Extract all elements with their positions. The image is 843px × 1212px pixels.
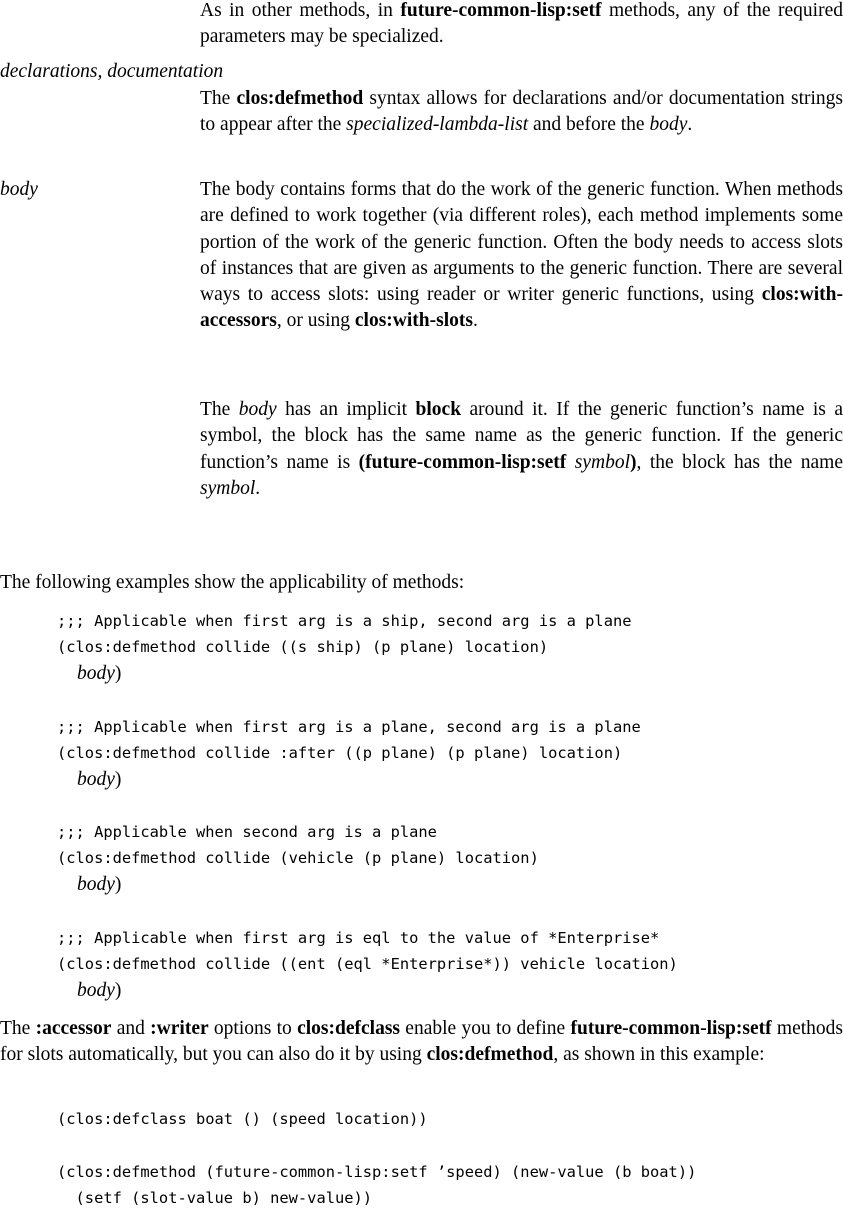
setf-keyword: (future-common-lisp:setf (358, 451, 567, 473)
defmethod-keyword: clos:defmethod (236, 88, 364, 109)
defmethod-keyword: clos:defmethod (426, 1044, 554, 1066)
text: . (687, 114, 693, 136)
text: methods, any of the required parameters may be specialized. (200, 0, 843, 48)
close-paren: ) (114, 662, 122, 684)
code-comment: ;;; Applicable when first arg is eql to the value of *Enterprise* (57, 929, 660, 947)
body-term-label: body (0, 179, 38, 200)
text: and before the (528, 114, 650, 136)
text: enable you to define (400, 1018, 571, 1039)
text: , as shown in this example: (553, 1044, 765, 1066)
code-form: (clos:defmethod collide ((s ship) (p plane) location) (57, 638, 549, 657)
close-paren: ) (630, 451, 637, 473)
code-form: (clos:defmethod collide (vehicle (p plane) location) (57, 849, 539, 868)
examples-intro: The following examples show the applicability of methods: (0, 572, 465, 593)
body-term: body (649, 114, 688, 136)
code-example-4 (57, 925, 678, 1004)
close-paren: ) (114, 979, 122, 1001)
code-form: (clos:defmethod collide :after ((p plane) (p plane) location) (57, 744, 623, 763)
text (566, 452, 574, 473)
code-body-line (57, 767, 641, 793)
text: . (472, 310, 478, 332)
text: methods for slots automatically, but you can also do it by using (0, 1018, 843, 1066)
setf-keyword: future-common-lisp:setf (400, 0, 602, 21)
code-example-defclass (57, 1106, 696, 1212)
with-accessors-keyword: clos:with-accessors (200, 284, 843, 332)
lambda-list-term: specialized-lambda-list (346, 114, 529, 136)
accessor-paragraph (0, 1016, 843, 1069)
declarations-term: declarations, documentation (0, 61, 224, 82)
with-slots-keyword: clos:with-slots (354, 310, 473, 332)
text: , the block has the name (636, 451, 843, 473)
body-placeholder: body (77, 979, 115, 1001)
setf-specialization-paragraph (200, 0, 843, 51)
defclass-keyword: clos:defclass (297, 1018, 401, 1039)
text: As in other methods, in (200, 0, 401, 21)
text: has an implicit (276, 399, 416, 420)
code-line: (setf (slot-value b) new-value)) (57, 1189, 373, 1208)
body-description-2 (200, 397, 843, 502)
code-line: (clos:defmethod (future-common-lisp:setf ’speed) (new-value (b boat)) (57, 1162, 697, 1181)
code-comment: ;;; Applicable when first arg is a ship, second arg is a plane (57, 612, 632, 630)
body-placeholder: body (77, 873, 115, 895)
text: The body contains forms that do the work of the generic function. When methods are defined to work together (via different roles), each method implements some portion of the work of the generic function. Often the body needs to access slots of instances that are given as arguments to the generic function. There are several ways to access slots: using reader or writer generic functions, using (200, 179, 843, 306)
body-placeholder: body (77, 768, 115, 790)
writer-keyword: :writer (150, 1018, 209, 1039)
text: The (200, 399, 239, 420)
code-line: (clos:defclass boat () (speed location)) (57, 1110, 428, 1128)
code-form: (clos:defmethod collide ((ent (eql *Enterprise*)) vehicle location) (57, 955, 678, 974)
code-comment: ;;; Applicable when second arg is a plane (57, 823, 437, 841)
symbol-term: symbol (574, 451, 631, 473)
close-paren: ) (114, 768, 122, 790)
code-example-1 (57, 608, 632, 687)
text: around it. If the generic function’s name is a symbol, the block has the same name as the generic function. If the generic function’s name is (200, 399, 843, 473)
text: syntax allows for declarations and/or documentation strings to appear after the (200, 88, 843, 136)
accessor-keyword: :accessor (35, 1018, 112, 1039)
text: options to (208, 1018, 298, 1039)
code-comment: ;;; Applicable when first arg is a plane, second arg is a plane (57, 718, 641, 736)
text: . (255, 477, 261, 499)
body-description-1 (200, 177, 843, 335)
text: , or using (276, 310, 355, 332)
declarations-description (200, 86, 843, 139)
body-term: body (238, 399, 277, 420)
code-body-line (57, 978, 678, 1004)
text: The (200, 88, 237, 109)
blank-line (57, 1132, 696, 1158)
block-keyword: block (415, 399, 462, 420)
body-placeholder: body (77, 662, 115, 684)
close-paren: ) (114, 873, 122, 895)
code-example-3 (57, 819, 539, 898)
text: The (0, 1018, 36, 1039)
text: and (111, 1018, 151, 1039)
code-body-line (57, 661, 632, 687)
code-body-line (57, 872, 539, 898)
code-example-2 (57, 714, 641, 793)
setf-keyword: future-common-lisp:setf (570, 1018, 772, 1039)
symbol-term: symbol (200, 477, 256, 499)
